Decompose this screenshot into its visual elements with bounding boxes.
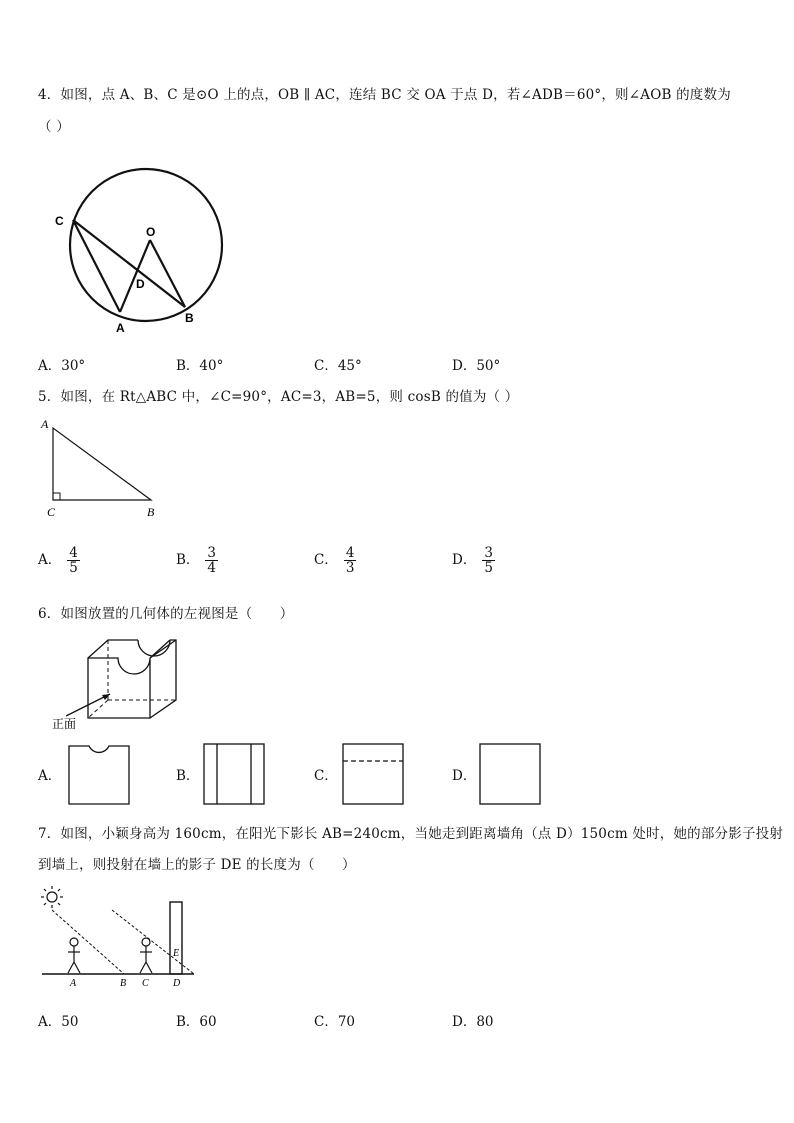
q5-option-a[interactable]: A． $\frac{4}{5}$: [38, 545, 78, 576]
q4-option-b[interactable]: B．40°: [176, 358, 224, 374]
label-c: C: [142, 978, 149, 989]
q6-option-c-label[interactable]: C．: [314, 768, 338, 784]
q4-stem-line2: （ ）: [38, 119, 70, 135]
q4-option-d[interactable]: D．50°: [452, 358, 501, 374]
q5-option-c[interactable]: C． $\frac{4}{3}$: [314, 545, 355, 576]
q6-stem: 6．如图放置的几何体的左视图是（ ）: [38, 606, 294, 622]
q4-circle-figure: [40, 160, 240, 340]
label-b: B: [185, 311, 194, 325]
label-a: A: [41, 417, 49, 431]
q7-option-d[interactable]: D．80: [452, 1014, 494, 1030]
person-c-icon: [140, 938, 152, 973]
q4-option-c[interactable]: C．45°: [314, 358, 362, 374]
label-a: A: [116, 321, 125, 335]
right-angle-mark: [53, 493, 60, 500]
q4-option-a[interactable]: A．30°: [38, 358, 86, 374]
q6-option-d-view[interactable]: [479, 743, 543, 807]
circle-o: [70, 169, 222, 321]
sun-ray-1: [52, 910, 124, 974]
q4-stem-line1: 4．如图，点 A、B、C 是⊙O 上的点，OB ∥ AC，连结 BC 交 OA 于点 D，若∠ADB＝60°，则∠AOB 的度数为: [38, 87, 731, 103]
label-b: B: [147, 505, 155, 519]
q5-stem: 5．如图，在 Rt△ABC 中，∠C=90°，AC=3，AB=5，则 cosB 的值为（ ）: [38, 389, 519, 405]
front-label: 正面: [52, 717, 77, 731]
segment-ca: [73, 220, 120, 312]
q5-triangle-figure: [35, 412, 165, 524]
q5-option-b[interactable]: B． $\frac{3}{4}$: [176, 545, 217, 576]
q6-option-c-view[interactable]: [342, 743, 406, 807]
person-a-icon: [68, 938, 80, 973]
q6-solid-figure: [48, 636, 198, 734]
segment-cb: [73, 220, 185, 307]
triangle-abc: [53, 428, 151, 500]
label-a: A: [70, 978, 77, 989]
label-d: D: [173, 978, 181, 989]
label-d: D: [136, 277, 145, 291]
q7-option-b[interactable]: B．60: [176, 1014, 217, 1030]
q7-stem-line1: 7．如图，小颖身高为 160cm，在阳光下影长 AB=240cm，当她走到距离墙角（点 D）150cm 处时，她的部分影子投射: [38, 826, 784, 842]
q6-option-b-view[interactable]: [203, 743, 267, 807]
label-b: B: [120, 978, 127, 989]
segment-ob: [150, 240, 185, 307]
q6-option-a-label[interactable]: A．: [38, 768, 62, 784]
q7-option-a[interactable]: A．50: [38, 1014, 79, 1030]
label-o: O: [146, 225, 156, 239]
solid-front-face: [88, 658, 150, 718]
label-c: C: [55, 214, 64, 228]
q5-option-d[interactable]: D． $\frac{3}{5}$: [452, 545, 493, 576]
q6-option-a-view[interactable]: [68, 743, 132, 807]
label-e: E: [173, 948, 180, 959]
q6-option-d-label[interactable]: D．: [452, 768, 477, 784]
q7-option-c[interactable]: C．70: [314, 1014, 356, 1030]
q6-option-b-label[interactable]: B．: [176, 768, 200, 784]
sun-icon: [41, 886, 63, 908]
q7-stem-line2: 到墙上，则投射在墙上的影子 DE 的长度为（ ）: [38, 857, 356, 873]
label-c: C: [47, 505, 56, 519]
q7-shadow-figure: [40, 884, 200, 992]
